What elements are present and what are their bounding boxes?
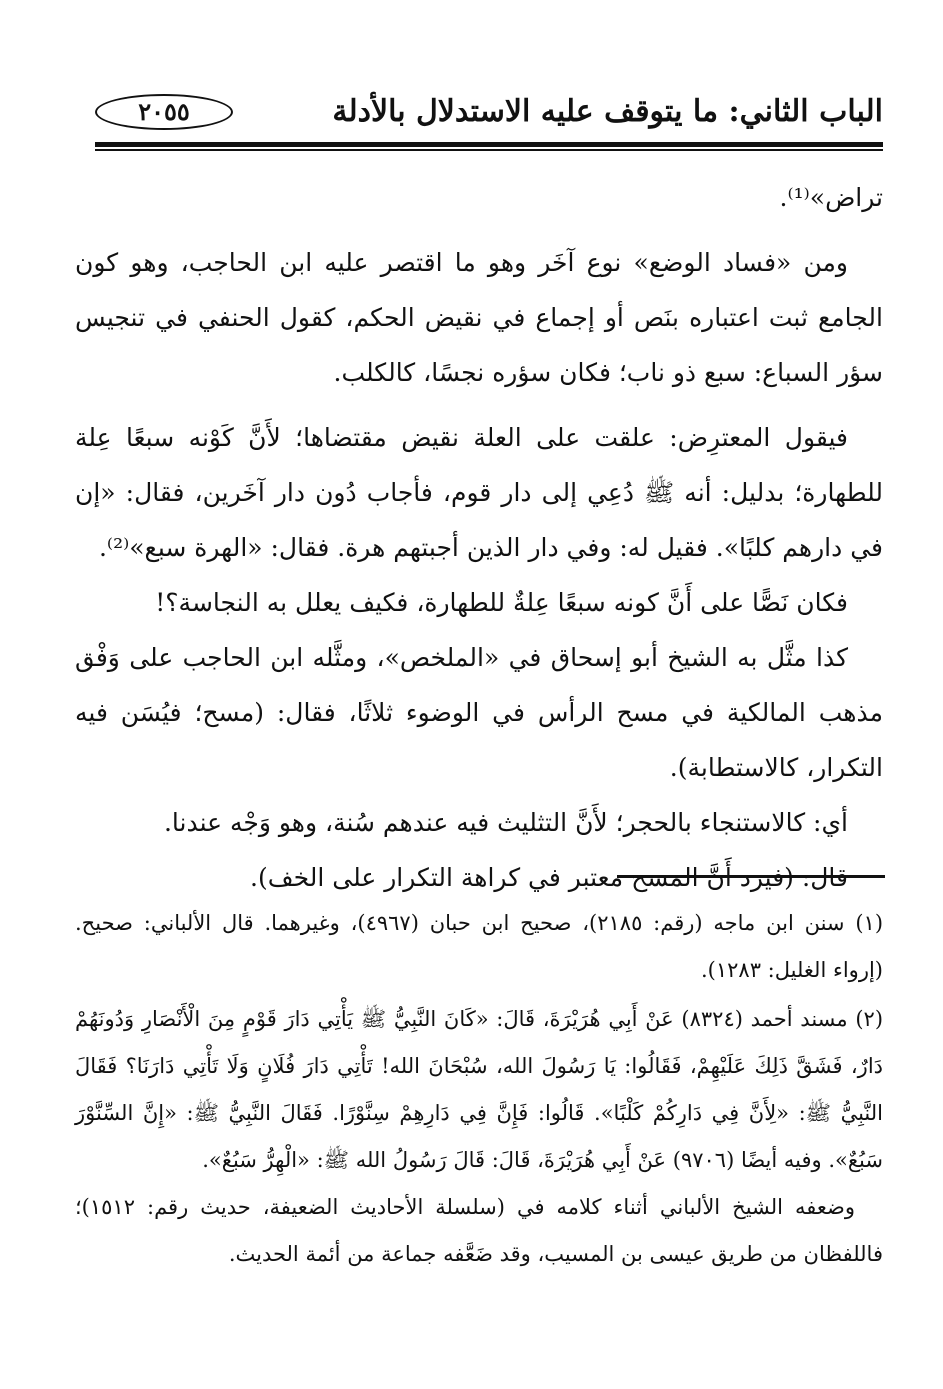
paragraph: ومن «فساد الوضع» نوع آخَر وهو ما اقتصر عليه ابن الحاجب، وهو كون الجامع ثبت اعتباره بنَص أو إجماع في نقيض الحكم، كقول الحنفي في تنجيس سؤر السباع: سبع ذو ناب؛ فكان سؤره نجسًا، كالكلب. <box>75 248 883 387</box>
footnotes <box>75 900 883 1278</box>
footnote-separator <box>617 875 885 878</box>
paragraph: قال: (فيرد أَنَّ المسح معتبر في كراهة التكرار على الخف). <box>250 863 848 892</box>
paragraph: أي: كالاستنجاء بالحجر؛ لأَنَّ التثليث فيه عندهم سُنة، وهو وَجْه عندنا. <box>163 808 848 837</box>
footnote: (٢) مسند أحمد (٨٣٢٤) عَنْ أَبِي هُرَيْرَةَ، قَالَ: «كَانَ النَّبِيُّ ﷺ يَأْتِي دَارَ قَوْمٍ مِنَ الْأَنْصَارِ وَدُونَهُمْ دَارٌ، فَشَقَّ ذَلِكَ عَلَيْهِمْ، فَقَالُوا: يَا رَسُولَ الله، سُبْحَانَ الله! تَأْتِي دَارَ فُلَانٍ وَلَا تَأْتِي دَارَنَا؟ فَقَالَ النَّبِيُّ ﷺ: «لِأَنَّ فِي دَارِكُمْ كَلْبًا». قَالُوا: فَإِنَّ فِي دَارِهِمْ سِنَّوْرًا. فَقَالَ النَّبِيُّ ﷺ: «إِنَّ السِّنَّوْرَ سَبُعٌ». وفيه أيضًا (٩٧٠٦) عَنْ أَبِي هُرَيْرَةَ، قَالَ: قَالَ رَسُولُ الله ﷺ: «الْهِرُّ سَبُعٌ». <box>75 1007 884 1172</box>
paragraph: فيقول المعترِض: علقت على العلة نقيض مقتضاها؛ لأَنَّ كَوْنه سبعًا عِلة للطهارة؛ بدليل: أنه ﷺ دُعِي إلى دار قوم، فأجاب دُون دار آخَرين، فقال: «إن في دارهم كلبًا». فقيل له: وفي دار الذين أجبتهم هرة. فقال: «الهرة سبع»⁽²⁾. <box>75 423 884 562</box>
paragraph: تراض»⁽¹⁾. <box>779 183 883 212</box>
footnote: وضعفه الشيخ الألباني أثناء كلامه في (سلسلة الأحاديث الضعيفة، حديث رقم: ١٥١٢)؛ فاللفظان من طريق عيسى بن المسيب، وقد ضَعَّفه جماعة من أئمة الحديث. <box>75 1195 883 1266</box>
footnote: (١) سنن ابن ماجه (رقم: ٢١٨٥)، صحيح ابن حبان (٤٩٦٧)، وغيرهما. قال الألباني: صحيح. (إرواء الغليل: ١٢٨٣). <box>75 911 884 982</box>
main-text <box>75 170 883 905</box>
header-rule <box>95 142 883 151</box>
page-number: ٢٠٥٥ <box>95 94 233 130</box>
running-header <box>95 92 883 142</box>
paragraph: فكان نَصًّا على أَنَّ كونه سبعًا عِلةٌ للطهارة، فكيف يعلل به النجاسة؟! <box>155 588 848 617</box>
paragraph: كذا مثَّل به الشيخ أبو إسحاق في «الملخص»، ومثَّله ابن الحاجب على وَفْق مذهب المالكية في مسح الرأس في الوضوء ثلاثًا، فقال: (مسح؛ فيُسَن فيه التكرار، كالاستطابة). <box>75 643 883 782</box>
chapter-title: الباب الثاني: ما يتوقف عليه الاستدلال بالأدلة <box>332 94 883 129</box>
